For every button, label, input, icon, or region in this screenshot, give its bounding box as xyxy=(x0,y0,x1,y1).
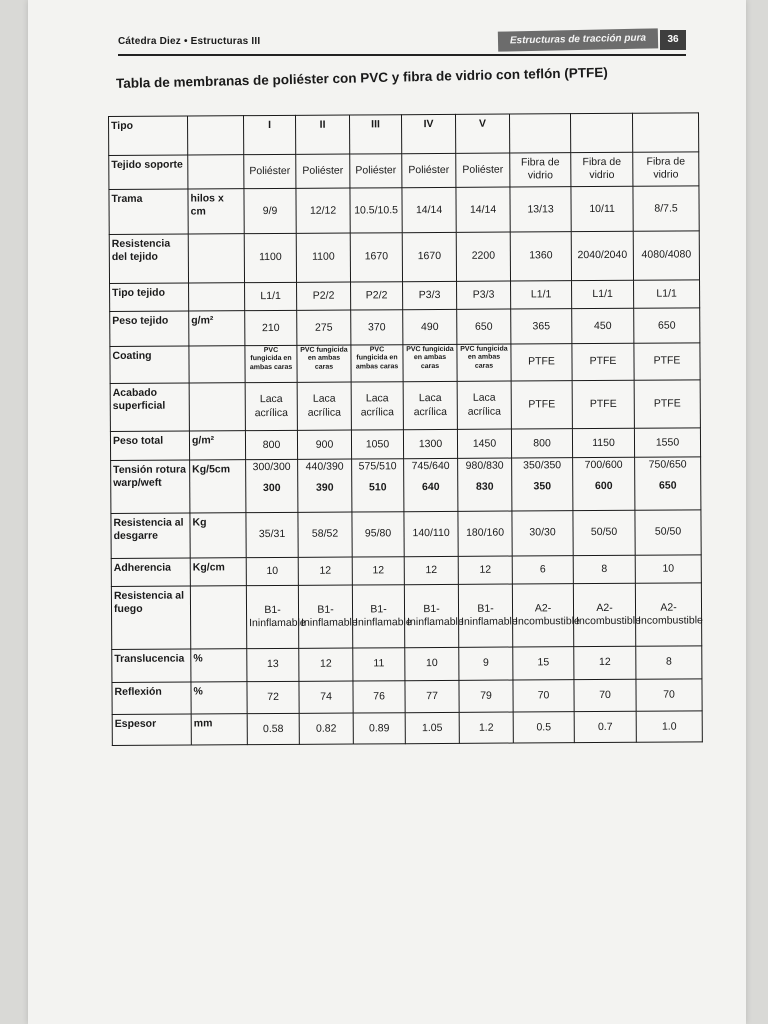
table-cell: PVC fungicida en ambas caras xyxy=(351,345,403,382)
table-cell: 14/14 xyxy=(456,187,510,232)
table-cell: P2/2 xyxy=(297,282,351,311)
row-label: Peso total xyxy=(110,431,189,460)
table-cell: L1/1 xyxy=(572,280,634,309)
table-cell: P3/3 xyxy=(457,281,511,310)
row-unit: g/m² xyxy=(189,431,245,460)
table-cell: PTFE xyxy=(511,380,572,429)
table-cell xyxy=(635,457,701,510)
table-row xyxy=(112,679,702,715)
row-unit: hilos x cm xyxy=(188,189,244,234)
table-cell: PVC fungicida en ambas caras xyxy=(245,345,297,382)
table-cell: 10 xyxy=(405,648,459,681)
table-cell: 2200 xyxy=(456,232,510,281)
table-row xyxy=(111,583,701,650)
table-cell: 1670 xyxy=(402,232,456,281)
page-number: 36 xyxy=(660,30,686,50)
table-cell xyxy=(573,457,635,510)
table-cell: 4080/4080 xyxy=(633,231,699,280)
row-unit: % xyxy=(191,649,247,682)
table-cell: 2040/2040 xyxy=(571,231,633,280)
table-cell: 50/50 xyxy=(635,510,701,555)
table-cell: B1- Ininflamable xyxy=(404,584,458,647)
table-cell xyxy=(298,459,352,512)
table-cell: 0.58 xyxy=(247,714,299,745)
cell-value: 980/830 xyxy=(465,459,504,472)
row-label: Resistencia al fuego xyxy=(111,586,190,650)
table-row xyxy=(111,510,701,558)
table-cell: 1050 xyxy=(351,430,403,459)
table-cell: 0.5 xyxy=(513,712,574,743)
table-cell: 9/9 xyxy=(244,189,296,234)
table-cell: 210 xyxy=(245,311,297,346)
table-cell: 12 xyxy=(299,648,353,681)
table-cell: II xyxy=(295,115,349,154)
table-cell: 15 xyxy=(513,647,574,680)
table-cell: PTFE xyxy=(511,344,572,381)
row-unit: Kg/5cm xyxy=(190,460,246,513)
table-cell: Poliéster xyxy=(296,154,350,189)
table-cell: 70 xyxy=(574,679,636,712)
row-unit xyxy=(189,346,245,383)
table-cell: 8/7.5 xyxy=(633,186,699,231)
table-cell: 13 xyxy=(247,649,299,682)
table-row xyxy=(109,231,699,283)
table-cell: 0.82 xyxy=(299,713,353,744)
table-cell: 12 xyxy=(574,647,636,680)
table-cell: PVC fungicida en ambas caras xyxy=(457,344,511,381)
table-cell: 180/160 xyxy=(458,511,512,556)
table-cell: 30/30 xyxy=(512,511,573,556)
table-cell: Laca acrílica xyxy=(457,381,511,430)
row-unit xyxy=(190,586,246,649)
table-cell xyxy=(512,458,573,511)
table-cell: 76 xyxy=(353,680,405,713)
row-unit xyxy=(189,283,245,312)
table-cell: 900 xyxy=(297,430,351,459)
table-cell: 10/11 xyxy=(571,187,633,232)
table-row xyxy=(110,379,700,431)
table-cell: PVC fungicida en ambas caras xyxy=(297,345,351,382)
table-cell: 8 xyxy=(573,555,635,584)
table-cell: A2- Incombustible xyxy=(635,583,701,646)
cell-subvalue: 300 xyxy=(262,482,281,495)
row-label: Resistencia del tejido xyxy=(109,234,188,283)
table-cell: 12/12 xyxy=(296,188,350,233)
row-label: Reflexión xyxy=(112,682,191,715)
table-cell xyxy=(632,113,698,152)
row-label: Trama xyxy=(109,189,188,234)
cell-subvalue: 650 xyxy=(658,479,677,492)
row-label: Tejido soporte xyxy=(109,155,188,190)
table-cell xyxy=(509,114,570,153)
table-cell: 800 xyxy=(245,431,297,460)
table-cell: 1150 xyxy=(572,429,634,458)
row-unit xyxy=(188,154,244,189)
table-cell: 0.7 xyxy=(574,712,636,743)
cell-value: 750/650 xyxy=(648,458,687,471)
table-row xyxy=(111,555,701,587)
table-cell: B1- Ininflamable xyxy=(458,584,512,647)
table-cell: 8 xyxy=(636,646,702,679)
table-row xyxy=(112,711,702,745)
table-row xyxy=(110,428,700,460)
table-cell: PTFE xyxy=(572,380,634,429)
table-cell: 650 xyxy=(634,308,700,343)
table-cell: PVC fungicida en ambas caras xyxy=(403,344,457,381)
table-row xyxy=(109,152,699,190)
row-label: Tipo xyxy=(109,116,188,155)
table-cell: 275 xyxy=(297,310,351,345)
table-cell: 58/52 xyxy=(298,512,352,557)
cell-value: 575/510 xyxy=(358,460,397,473)
table-cell: 1300 xyxy=(403,430,457,459)
table-cell: Poliéster xyxy=(350,153,402,188)
cell-value: 440/390 xyxy=(305,460,344,473)
row-label: Espesor xyxy=(112,714,191,745)
table-cell: 450 xyxy=(572,309,634,344)
table-cell: Poliéster xyxy=(456,153,510,188)
table-cell: 70 xyxy=(513,679,574,712)
table-cell: 370 xyxy=(351,310,403,345)
table-row xyxy=(109,186,699,234)
table-cell xyxy=(246,459,298,512)
table-cell: L1/1 xyxy=(511,281,572,310)
table-cell: III xyxy=(349,115,401,154)
table-row xyxy=(112,646,702,682)
table-title: Tabla de membranas de poliéster con PVC y fibra de vidrio con teflón (PTFE) xyxy=(115,64,608,91)
table-cell: 365 xyxy=(511,309,572,344)
table-cell: PTFE xyxy=(572,343,634,380)
page-header xyxy=(118,30,686,56)
table-cell: 6 xyxy=(512,555,573,584)
table-cell: PTFE xyxy=(634,379,700,428)
cell-value: 350/350 xyxy=(523,459,562,472)
table-cell: PTFE xyxy=(634,343,700,380)
table-cell: Laca acrílica xyxy=(403,381,457,430)
table-cell: 650 xyxy=(457,309,511,344)
table-cell: I xyxy=(244,115,296,154)
table-cell: P3/3 xyxy=(403,281,457,310)
cell-subvalue: 510 xyxy=(368,481,387,494)
table-cell: 12 xyxy=(458,556,512,585)
table-cell: 12 xyxy=(298,557,352,586)
table-cell: 10 xyxy=(635,555,701,584)
table-cell: 10.5/10.5 xyxy=(350,188,402,233)
table-cell: Poliéster xyxy=(402,153,456,188)
table-cell: L1/1 xyxy=(634,280,700,309)
table-cell: 1100 xyxy=(244,233,296,282)
row-unit xyxy=(189,382,245,431)
table-cell: 72 xyxy=(247,681,299,714)
row-label: Tensión rotura warp/weft xyxy=(111,460,190,513)
table-cell: 50/50 xyxy=(573,510,635,555)
row-label: Translucencia xyxy=(112,649,191,682)
row-label: Acabado superficial xyxy=(110,383,189,432)
table-row xyxy=(110,280,700,312)
table-cell: 11 xyxy=(353,648,405,681)
table-cell: 800 xyxy=(511,429,572,458)
table-cell: Fibra de vidrio xyxy=(510,152,571,187)
table-cell: L1/1 xyxy=(245,282,297,311)
table-cell: 1450 xyxy=(457,429,511,458)
table-cell: B1- Ininflamable xyxy=(246,585,298,648)
table-cell xyxy=(570,113,632,152)
row-label: Coating xyxy=(110,346,189,383)
course-label: Cátedra Diez • Estructuras III xyxy=(118,36,261,47)
table-cell: 12 xyxy=(352,556,404,585)
cell-subvalue: 390 xyxy=(315,481,334,494)
cell-value: 745/640 xyxy=(411,459,450,473)
table-cell: 70 xyxy=(636,679,702,712)
table-cell xyxy=(458,458,512,511)
row-label: Tipo tejido xyxy=(110,283,189,312)
row-unit: Kg/cm xyxy=(190,557,246,586)
cell-subvalue: 830 xyxy=(475,480,494,493)
table-cell: A2- Incombustible xyxy=(512,584,573,647)
table-cell: V xyxy=(455,114,509,153)
table-row xyxy=(111,457,701,514)
table-cell: 9 xyxy=(459,647,513,680)
cell-subvalue: 640 xyxy=(421,481,440,494)
row-unit: g/m² xyxy=(189,311,245,346)
row-label: Resistencia al desgarre xyxy=(111,513,190,558)
table-cell: A2- Incombustible xyxy=(573,583,635,646)
table-cell: 35/31 xyxy=(246,512,298,557)
table-cell: 79 xyxy=(459,680,513,713)
row-label: Adherencia xyxy=(111,558,190,587)
table-cell: 1.05 xyxy=(405,713,459,744)
cell-value: 700/600 xyxy=(584,458,623,472)
table-cell: 1.0 xyxy=(636,711,702,742)
section-title: Estructuras de tracción pura xyxy=(498,28,658,51)
row-label: Peso tejido xyxy=(110,311,189,346)
table-cell: Poliéster xyxy=(244,154,296,189)
table-cell: 0.89 xyxy=(353,713,405,744)
table-cell: 95/80 xyxy=(352,512,404,557)
table-cell: 10 xyxy=(246,557,298,586)
table-cell: 1550 xyxy=(634,428,700,457)
cell-subvalue: 600 xyxy=(594,479,613,493)
table-row xyxy=(110,308,700,346)
table-row xyxy=(109,113,699,155)
table-cell: Fibra de vidrio xyxy=(571,152,633,187)
table-cell: Laca acrílica xyxy=(297,382,351,431)
row-unit: % xyxy=(191,681,247,714)
table-cell: 1100 xyxy=(296,233,350,282)
table-cell: 14/14 xyxy=(402,188,456,233)
table-cell: 1670 xyxy=(350,233,402,282)
table-cell xyxy=(352,459,404,512)
table-cell: 1.2 xyxy=(459,712,513,743)
table-cell xyxy=(404,458,458,511)
row-unit: Kg xyxy=(190,513,246,558)
table-cell: B1- Ininflamable xyxy=(352,585,404,648)
table-cell: 74 xyxy=(299,681,353,714)
row-unit xyxy=(188,234,244,283)
table-cell: Laca acrílica xyxy=(351,381,403,430)
cell-value: 300/300 xyxy=(252,460,291,474)
row-unit: mm xyxy=(191,714,247,745)
table-cell: B1- Ininflamable xyxy=(298,585,352,648)
table-cell: 13/13 xyxy=(510,187,571,232)
cell-subvalue: 350 xyxy=(533,480,552,493)
table-row xyxy=(110,343,700,383)
table-cell: 77 xyxy=(405,680,459,713)
row-unit xyxy=(188,116,244,155)
table-cell: 140/110 xyxy=(404,511,458,556)
table-cell: Laca acrílica xyxy=(245,382,297,431)
table-cell: 490 xyxy=(403,310,457,345)
table-cell: 12 xyxy=(404,556,458,585)
membranes-table xyxy=(108,112,703,746)
table-cell: Fibra de vidrio xyxy=(633,152,699,187)
table-cell: P2/2 xyxy=(351,282,403,311)
table-cell: 1360 xyxy=(510,232,571,281)
table-cell: IV xyxy=(401,114,455,153)
